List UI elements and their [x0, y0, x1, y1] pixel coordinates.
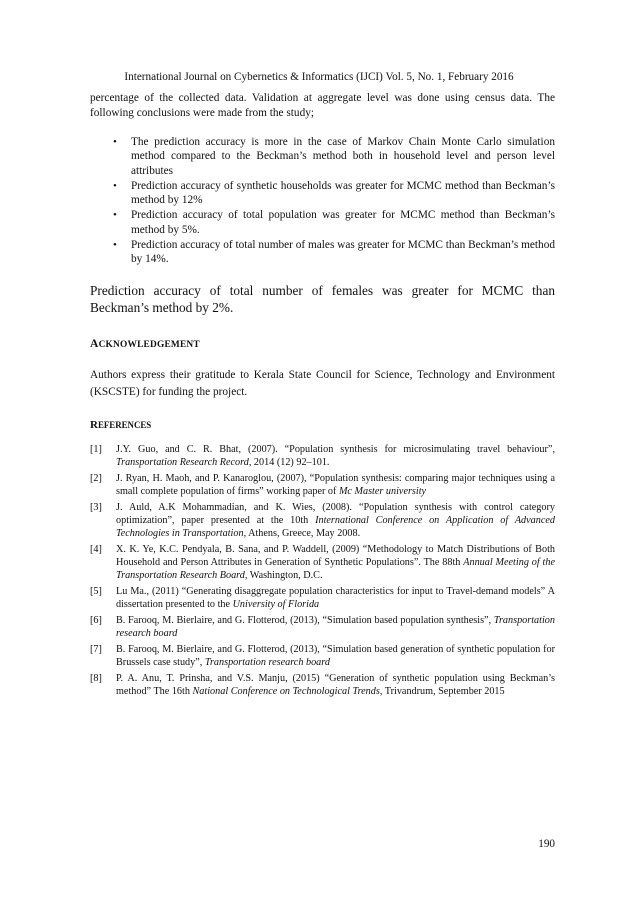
acknowledgement-heading: [90, 337, 555, 350]
reference-tail: , Athens, Greece, May 2008.: [243, 528, 361, 540]
heading-initial: R: [90, 418, 98, 431]
bullet-text: Prediction accuracy of total population was greater for MCMC method than Beckman’s method by 5%.: [131, 209, 555, 236]
reference-venue: Annual Meeting of the Transportation Research Board,: [116, 557, 555, 582]
reference-venue: Transportation research board: [116, 615, 555, 640]
reference-item: [90, 443, 555, 469]
reference-number: [1]: [90, 443, 102, 455]
reference-number: [4]: [90, 543, 102, 555]
reference-item: [90, 543, 555, 583]
list-item: [90, 179, 555, 208]
reference-number: [3]: [90, 501, 102, 513]
heading-rest: EFERENCES: [97, 419, 152, 430]
reference-item: [90, 614, 555, 640]
intro-paragraph: percentage of the collected data. Validation at aggregate level was done using census data. The following conclusions were made from the study;: [90, 92, 555, 119]
reference-venue: International Conference on Application of Advanced Technologies in Transportation: [116, 514, 555, 540]
reference-item: [90, 501, 555, 541]
page-number: 190: [538, 838, 555, 850]
reference-number: [5]: [90, 586, 102, 598]
females-accuracy-paragraph: Prediction accuracy of total number of females was greater for MCMC than Beckman’s method by 2%.: [90, 282, 555, 316]
reference-text: Lu Ma., (2011) “Generating disaggregate population characteristics for input to Travel-demand models” A dissertation presented to the: [116, 586, 555, 611]
reference-venue: Transportation Research Record: [116, 456, 249, 468]
heading-rest: CKNOWLEDGEMENT: [98, 339, 200, 350]
reference-venue: Transportation research board: [204, 657, 330, 669]
conclusions-list: [90, 135, 555, 267]
reference-tail: , 2014 (12) 92–101.: [248, 456, 330, 468]
acknowledgement-text: Authors express their gratitude to Kerala State Council for Science, Technology and Environment (KSCSTE) for funding the project.: [90, 368, 555, 398]
bullet-icon: •: [113, 136, 117, 148]
bullet-icon: •: [113, 239, 117, 252]
references-list: [90, 443, 555, 699]
bullet-text: Prediction accuracy of synthetic households was greater for MCMC method than Beckman’s method by 12%: [131, 179, 555, 207]
reference-number: [8]: [90, 673, 102, 685]
reference-item: [90, 672, 555, 698]
reference-venue: University of Florida: [232, 599, 320, 611]
reference-venue: Mc Master university: [338, 485, 427, 497]
reference-text: J. Auld, A.K Mohammadian, and K. Wies, (2008). “Population synthesis with control category optimization”, paper presented at the 10th: [116, 501, 555, 526]
reference-number: [6]: [90, 615, 102, 627]
reference-tail: Washington, D.C.: [247, 570, 323, 582]
reference-venue: National Conference on Technological Trends: [192, 686, 380, 698]
bullet-icon: •: [113, 209, 117, 222]
bullet-text: The prediction accuracy is more in the case of Markov Chain Monte Carlo simulation method compared to the Beckman’s method both in household level and person level attributes: [131, 136, 555, 177]
list-item: [90, 135, 555, 178]
list-item: [90, 238, 555, 267]
bullet-icon: •: [113, 179, 117, 192]
reference-number: [2]: [90, 472, 102, 484]
reference-text: B. Farooq, M. Bierlaire, and G. Flotterod, (2013), “Simulation based population synthesis”,: [116, 615, 494, 627]
reference-item: [90, 585, 555, 611]
bullet-text: Prediction accuracy of total number of males was greater for MCMC than Beckman’s method by 14%.: [131, 239, 555, 266]
reference-text: J. Ryan, H. Maoh, and P. Kanaroglou, (2007), “Population synthesis: comparing major techniques using a small complete population of firms” working paper of: [116, 472, 555, 497]
list-item: [90, 208, 555, 237]
reference-text: X. K. Ye, K.C. Pendyala, B. Sana, and P. Waddell, (2009) “Methodology to Match Distributions of Both Household and Person Attributes in Generation of Synthetic Populations”. The 88th: [116, 543, 555, 569]
page-body: [90, 91, 555, 701]
reference-text: B. Farooq, M. Bierlaire, and G. Flotterod, (2013), “Simulation based generation of synthetic population for Brussels case study”,: [116, 644, 555, 669]
reference-text: P. A. Anu, T. Prinsha, and V.S. Manju, (2015) “Generation of synthetic population using Beckman’s method” The 16th: [116, 673, 555, 698]
running-header: International Journal on Cybernetics & Informatics (IJCI) Vol. 5, No. 1, February 2016: [124, 71, 514, 83]
reference-item: [90, 472, 555, 498]
references-heading: [90, 419, 555, 431]
reference-item: [90, 643, 555, 669]
heading-initial: A: [90, 336, 99, 350]
reference-tail: , Trivandrum, September 2015: [379, 686, 505, 698]
reference-number: [7]: [90, 644, 102, 656]
reference-text: J.Y. Guo, and C. R. Bhat, (2007). “Population synthesis for microsimulating travel behaviour”,: [116, 443, 555, 455]
